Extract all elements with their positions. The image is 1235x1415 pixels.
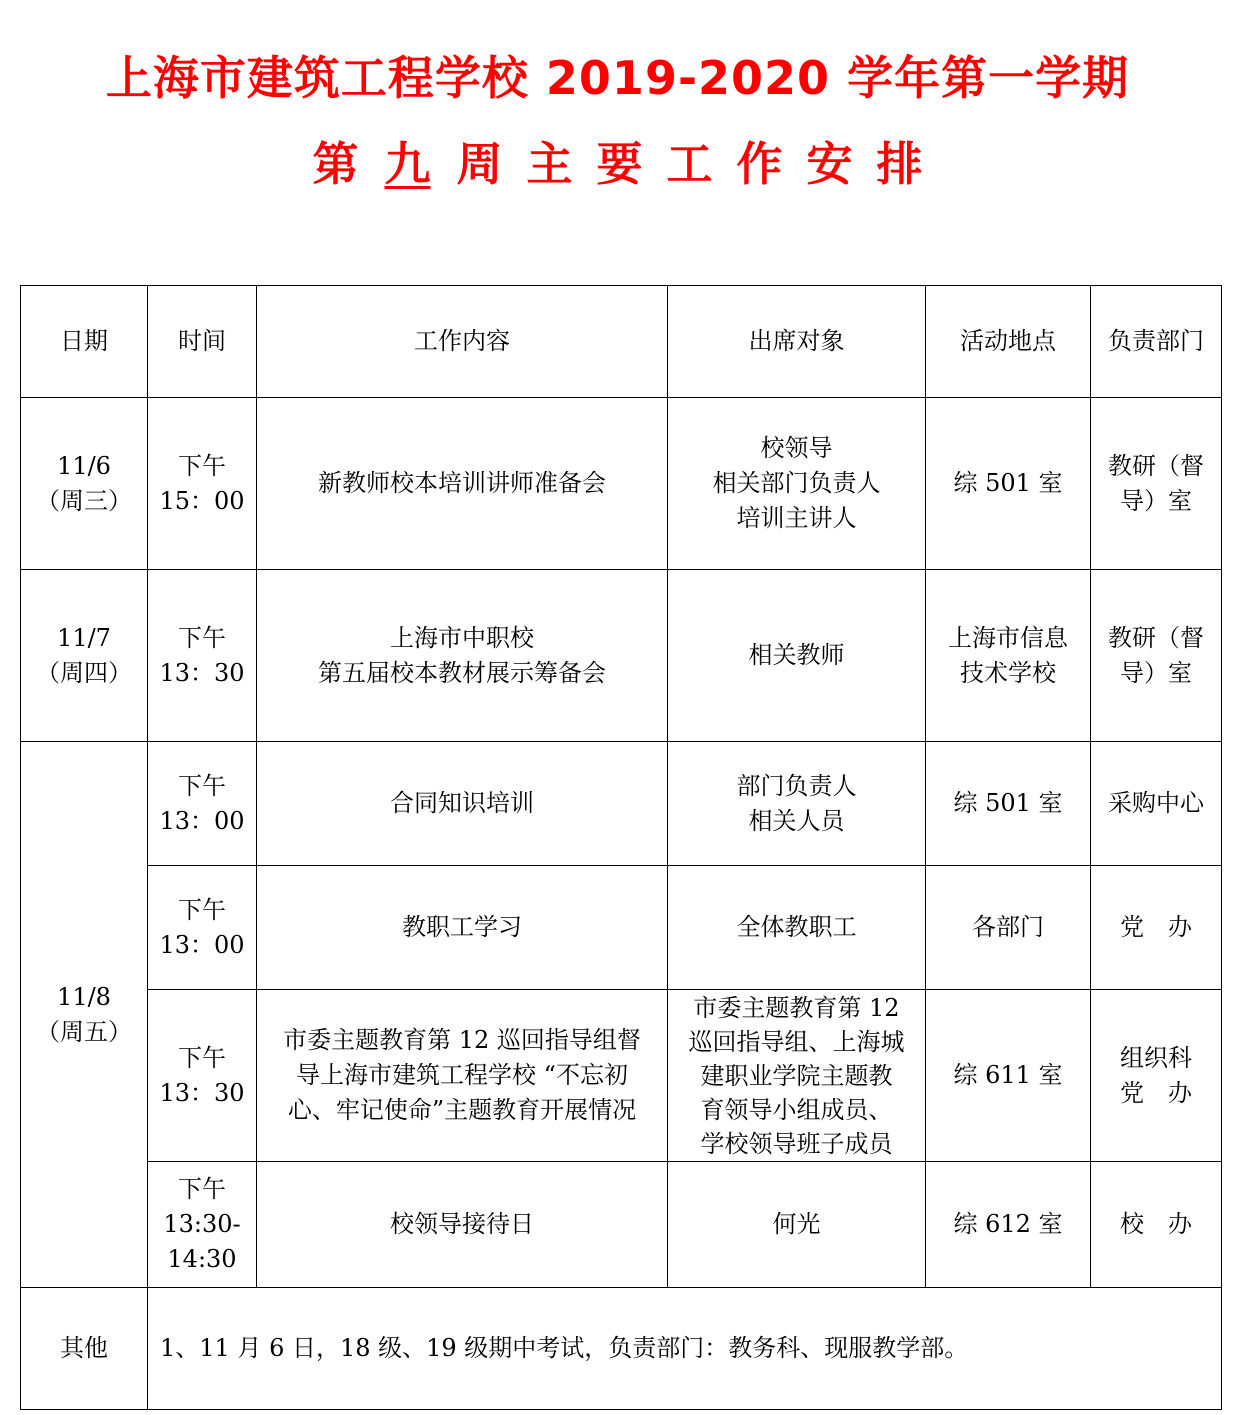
table-row [21,570,1222,742]
subtitle-char: 要 [596,137,643,191]
time-cell: 下午 13：30 [148,570,257,742]
time-cell: 下午 13:30- 14:30 [148,1162,257,1288]
subtitle-char: 周 [456,137,503,191]
subtitle-char: 作 [736,137,783,191]
department-cell: 教研（督 导）室 [1091,570,1222,742]
department-cell: 采购中心 [1091,742,1222,866]
location-cell: 综 612 室 [926,1162,1091,1288]
content-cell: 合同知识培训 [257,742,668,866]
date-cell: 11/8 （周五） [21,742,148,1288]
content-cell: 校领导接待日 [257,1162,668,1288]
content-cell: 市委主题教育第 12 巡回指导组督 导上海市建筑工程学校 “不忘初 心、牢记使命”主题教育开展情况 [257,990,668,1162]
time-cell: 下午 15：00 [148,398,257,570]
content-cell: 新教师校本培训讲师准备会 [257,398,668,570]
attendees-cell: 校领导 相关部门负责人 培训主讲人 [668,398,926,570]
attendees-cell: 全体教职工 [668,866,926,990]
time-cell: 下午 13：30 [148,990,257,1162]
table-row [21,1162,1222,1288]
time-cell: 下午 13：00 [148,866,257,990]
header-department: 负责部门 [1091,286,1222,398]
document-title: 上海市建筑工程学校 2019-2020 学年第一学期 [105,51,1130,105]
subtitle-char: 排 [876,137,923,191]
subtitle-char: 工 [666,137,713,191]
week-number: 九 [384,137,431,191]
location-cell: 综 501 室 [926,742,1091,866]
table-row [21,990,1222,1162]
other-content: 1、11 月 6 日，18 级、19 级期中考试，负责部门：教务科、现服教学部。 [148,1288,1222,1410]
department-cell: 党 办 [1091,866,1222,990]
department-cell: 校 办 [1091,1162,1222,1288]
header-date: 日期 [21,286,148,398]
header-location: 活动地点 [926,286,1091,398]
time-cell: 下午 13：00 [148,742,257,866]
location-cell: 上海市信息 技术学校 [926,570,1091,742]
other-label: 其他 [21,1288,148,1410]
document-subtitle [0,134,1235,194]
header-time: 时间 [148,286,257,398]
subtitle-char: 主 [526,137,573,191]
other-row [21,1288,1222,1410]
subtitle-char: 安 [806,137,853,191]
department-cell: 组织科 党 办 [1091,990,1222,1162]
attendees-cell: 部门负责人 相关人员 [668,742,926,866]
attendees-cell: 何光 [668,1162,926,1288]
location-cell: 各部门 [926,866,1091,990]
subtitle-prefix: 第 [312,137,359,191]
content-cell: 上海市中职校 第五届校本教材展示筹备会 [257,570,668,742]
date-cell: 11/6 （周三） [21,398,148,570]
location-cell: 综 611 室 [926,990,1091,1162]
schedule-table [20,285,1222,1410]
table-row [21,742,1222,866]
attendees-cell: 市委主题教育第 12 巡回指导组、上海城 建职业学院主题教 育领导小组成员、 学校领导班子成员 [668,990,926,1162]
department-cell: 教研（督 导）室 [1091,398,1222,570]
date-cell: 11/7 （周四） [21,570,148,742]
table-row [21,398,1222,570]
table-header-row [21,286,1222,398]
attendees-cell: 相关教师 [668,570,926,742]
header-attendees: 出席对象 [668,286,926,398]
table-row [21,866,1222,990]
content-cell: 教职工学习 [257,866,668,990]
location-cell: 综 501 室 [926,398,1091,570]
header-content: 工作内容 [257,286,668,398]
